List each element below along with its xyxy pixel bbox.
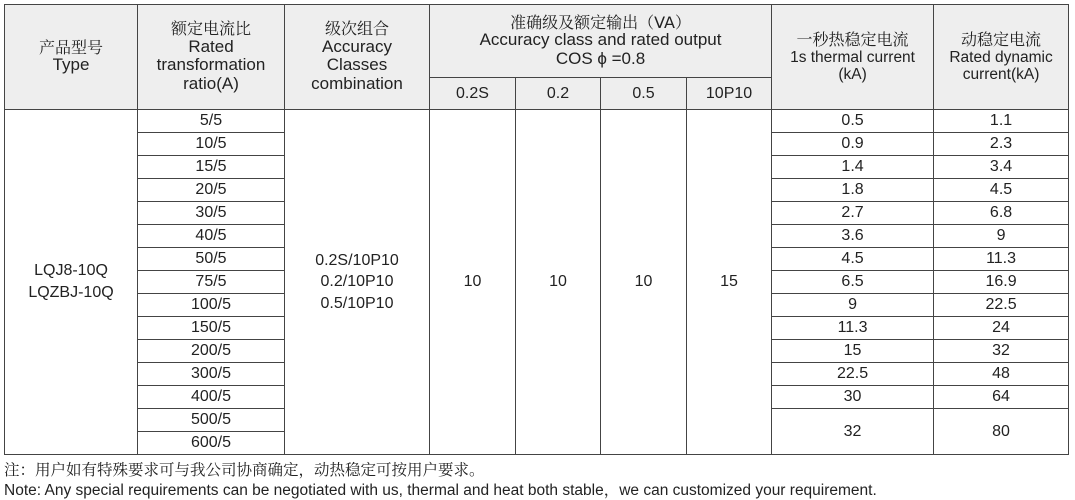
- thermal-cell: 2.7: [772, 202, 934, 225]
- ratio-cell: 100/5: [138, 294, 285, 317]
- dynamic-cell: 4.5: [934, 179, 1069, 202]
- thermal-cell: 11.3: [772, 317, 934, 340]
- ratio-cell: 20/5: [138, 179, 285, 202]
- thermal-cell: 22.5: [772, 363, 934, 386]
- ratio-cell: 75/5: [138, 271, 285, 294]
- dynamic-cell: 2.3: [934, 133, 1069, 156]
- data-rows: [5, 110, 1069, 455]
- thermal-cell: 4.5: [772, 248, 934, 271]
- combination-line: 0.2S/10P10: [315, 251, 399, 269]
- header-class-0-2s: 0.2S: [430, 78, 516, 110]
- dynamic-cell: 22.5: [934, 294, 1069, 317]
- dynamic-cell: 3.4: [934, 156, 1069, 179]
- dynamic-cell: 16.9: [934, 271, 1069, 294]
- dynamic-cell: 24: [934, 317, 1069, 340]
- dynamic-cell: 9: [934, 225, 1069, 248]
- ratio-cell: 5/5: [138, 110, 285, 133]
- thermal-cell: 9: [772, 294, 934, 317]
- header-dynamic: 动稳定电流 Rated dynamic current(kA): [934, 5, 1069, 110]
- header-combination: 级次组合 Accuracy Classes combination: [285, 5, 430, 110]
- dynamic-cell: 48: [934, 363, 1069, 386]
- dynamic-cell: 11.3: [934, 248, 1069, 271]
- header-ratio: 额定电流比 Rated transformation ratio(A): [138, 5, 285, 110]
- header-class-0-2: 0.2: [516, 78, 601, 110]
- note-chinese: 注：用户如有特殊要求可与我公司协商确定，动热稳定可按用户要求。: [4, 461, 485, 479]
- thermal-cell: 1.4: [772, 156, 934, 179]
- thermal-cell: 1.8: [772, 179, 934, 202]
- header-class-0-5: 0.5: [601, 78, 687, 110]
- thermal-cell: 6.5: [772, 271, 934, 294]
- combination-line: 0.2/10P10: [320, 273, 394, 291]
- table-row: [5, 110, 1069, 133]
- thermal-cell: 15: [772, 340, 934, 363]
- ratio-cell: 600/5: [138, 432, 285, 455]
- combination-line: 0.5/10P10: [320, 294, 394, 312]
- type-line: LQZBJ-10Q: [28, 284, 114, 301]
- thermal-cell: 32: [772, 409, 934, 455]
- combination-cell: [285, 110, 430, 455]
- thermal-cell: 0.5: [772, 110, 934, 133]
- ratio-cell: 10/5: [138, 133, 285, 156]
- type-cell: [5, 110, 138, 455]
- ratio-cell: 500/5: [138, 409, 285, 432]
- header-thermal: 一秒热稳定电流 1s thermal current (kA): [772, 5, 934, 110]
- dynamic-cell: 32: [934, 340, 1069, 363]
- ratio-cell: 400/5: [138, 386, 285, 409]
- header-type: 产品型号 Type: [5, 5, 138, 110]
- dynamic-cell: 1.1: [934, 110, 1069, 133]
- ratio-cell: 40/5: [138, 225, 285, 248]
- ratio-cell: 150/5: [138, 317, 285, 340]
- output-cell-10p10: 15: [687, 110, 772, 455]
- output-cell-0-2s: 10: [430, 110, 516, 455]
- thermal-cell: 3.6: [772, 225, 934, 248]
- dynamic-cell: 6.8: [934, 202, 1069, 225]
- thermal-cell: 0.9: [772, 133, 934, 156]
- ratio-cell: 200/5: [138, 340, 285, 363]
- dynamic-cell: 80: [934, 409, 1069, 455]
- ratio-cell: 50/5: [138, 248, 285, 271]
- note-english: Note: Any special requirements can be negotiated with us, thermal and heat both stable，we can customized your requirement.: [4, 482, 877, 499]
- spec-table: [4, 4, 1069, 455]
- ratio-cell: 30/5: [138, 202, 285, 225]
- dynamic-cell: 64: [934, 386, 1069, 409]
- ratio-cell: 15/5: [138, 156, 285, 179]
- ratio-cell: 300/5: [138, 363, 285, 386]
- header-class-10p10: 10P10: [687, 78, 772, 110]
- thermal-cell: 30: [772, 386, 934, 409]
- type-line: LQJ8-10Q: [34, 262, 108, 280]
- header-accuracy: 准确级及额定输出（VA） Accuracy class and rated output COS ϕ =0.8: [430, 5, 772, 78]
- output-cell-0-2: 10: [516, 110, 601, 455]
- output-cell-0-5: 10: [601, 110, 687, 455]
